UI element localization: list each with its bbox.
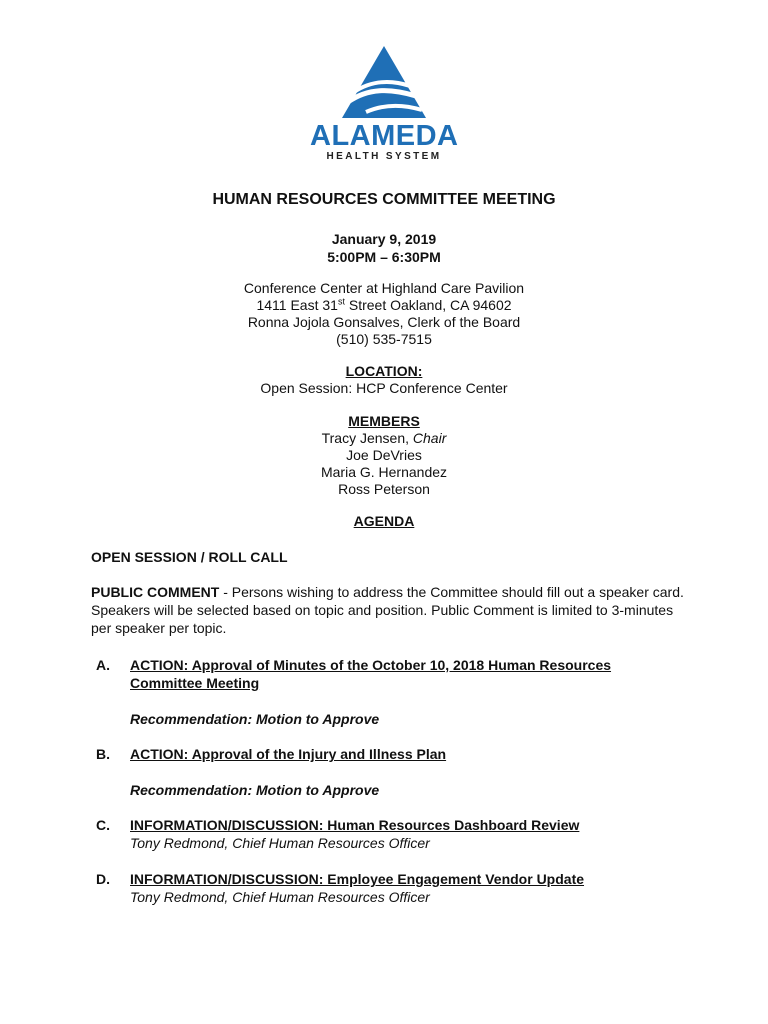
location-heading: LOCATION: <box>345 363 423 379</box>
clerk-phone: (510) 535-7515 <box>336 331 432 347</box>
item-letter: C. <box>96 817 110 833</box>
agenda-heading: AGENDA <box>353 513 415 529</box>
logo-subtitle: HEALTH SYSTEM <box>326 151 442 162</box>
item-title: INFORMATION/DISCUSSION: Employee Engagement Vendor Update <box>130 871 585 887</box>
venue-name: Conference Center at Highland Care Pavilion <box>243 280 525 296</box>
venue-block <box>0 280 768 348</box>
triangle-logo-icon <box>338 44 430 120</box>
item-letter: D. <box>96 871 110 887</box>
meeting-datetime <box>0 230 768 266</box>
member-name: Ross Peterson <box>338 481 430 497</box>
location-block <box>0 363 768 397</box>
clerk-name: Ronna Jojola Gonsalves, Clerk of the Board <box>247 314 521 330</box>
member-name: Joe DeVries <box>346 447 422 463</box>
item-title: ACTION: Approval of Minutes of the October 10, 2018 Human Resources <box>130 657 612 673</box>
members-block <box>0 413 768 498</box>
alameda-health-system-logo <box>310 44 458 164</box>
venue-address: 1411 East 31st Street Oakland, CA 94602 <box>256 296 512 313</box>
item-letter: A. <box>96 657 110 673</box>
meeting-time: 5:00PM – 6:30PM <box>327 249 441 265</box>
member-chair: Tracy Jensen, Chair <box>321 430 447 446</box>
member-name: Maria G. Hernandez <box>320 464 448 480</box>
meeting-title: HUMAN RESOURCES COMMITTEE MEETING <box>212 191 556 208</box>
item-recommendation: Recommendation: Motion to Approve <box>130 782 380 798</box>
item-title: ACTION: Approval of the Injury and Illness Plan <box>130 746 447 762</box>
open-session-heading: OPEN SESSION / ROLL CALL <box>91 549 288 565</box>
item-letter: B. <box>96 746 110 762</box>
location-text: Open Session: HCP Conference Center <box>260 380 508 396</box>
item-presenter: Tony Redmond, Chief Human Resources Officer <box>130 889 430 905</box>
logo-wordmark: ALAMEDA <box>310 120 459 152</box>
item-title: INFORMATION/DISCUSSION: Human Resources Dashboard Review <box>130 817 580 833</box>
members-heading: MEMBERS <box>348 413 420 429</box>
item-presenter: Tony Redmond, Chief Human Resources Officer <box>130 835 430 851</box>
item-title-continued: Committee Meeting <box>130 675 260 691</box>
item-recommendation: Recommendation: Motion to Approve <box>130 711 380 727</box>
public-comment-paragraph: PUBLIC COMMENT - Persons wishing to address the Committee should fill out a speaker card. Speakers will be selected based on topic and position. Public Comment is limited to 3-minutes per speaker per topic. <box>91 584 684 636</box>
meeting-date: January 9, 2019 <box>331 231 437 247</box>
